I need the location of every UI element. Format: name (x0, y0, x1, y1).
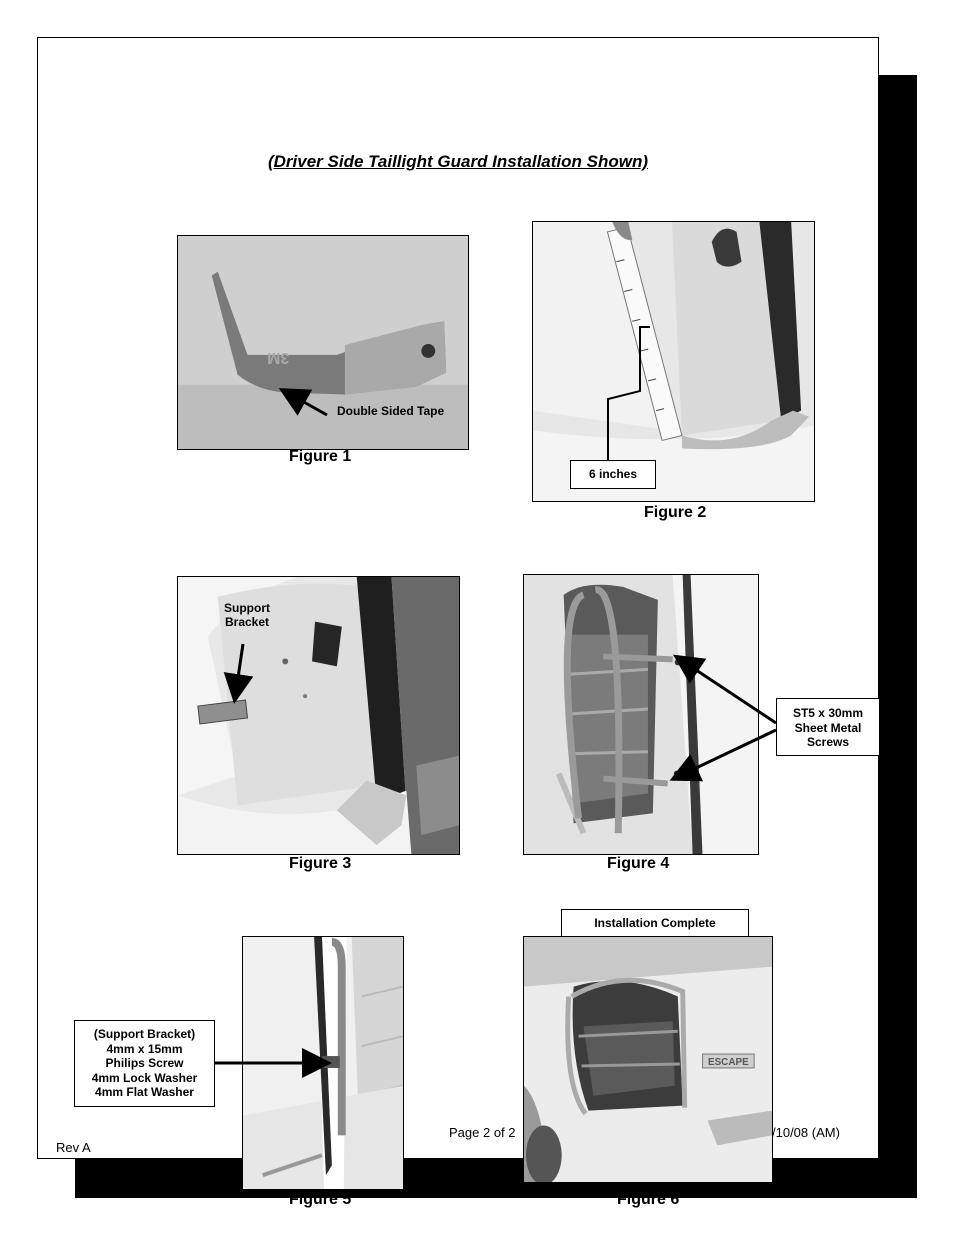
figure-3-callout-line-1: Support (224, 601, 270, 615)
figure-6-photo (523, 936, 773, 1183)
figure-4-callout-line-2: Sheet Metal (794, 720, 862, 735)
figure-5-callout-line-2: 4mm x 15mm (106, 1041, 183, 1056)
figure-5-callout-line-4: 4mm Lock Washer (91, 1070, 198, 1085)
figure-3-caption: Figure 3 (289, 855, 352, 872)
figure-2-caption: Figure 2 (644, 504, 707, 521)
figure-5-callout-line-5: 4mm Flat Washer (95, 1085, 194, 1099)
figure-5-callout-line-1: (Support Bracket) (93, 1027, 196, 1041)
figure-4-photo (523, 574, 759, 855)
figure-4-caption: Figure 4 (607, 855, 670, 872)
figure-3-callout-line-2: Bracket (224, 615, 270, 629)
revision-label: Rev A (56, 1140, 91, 1155)
tape-logo: 3M (267, 348, 290, 366)
vehicle-badge: ESCAPE (707, 1056, 749, 1068)
figure-4-callout (776, 698, 880, 756)
figure-6-callout: Installation Complete (561, 909, 749, 937)
figure-5-caption: Figure 5 (289, 1191, 352, 1208)
figure-5-callout-line-3: Philips Screw (105, 1056, 184, 1070)
figure-1-callout: Double Sided Tape (337, 404, 445, 418)
figure-5-callout (74, 1020, 215, 1107)
footer-date: /10/08 (AM) (772, 1125, 840, 1140)
figure-4-callout-line-3: Screws (806, 735, 850, 749)
figure-6-caption: Figure 6 (617, 1191, 680, 1208)
figure-3-callout (212, 601, 282, 629)
figure-2-callout: 6 inches (570, 460, 656, 489)
page-number: Page 2 of 2 (449, 1125, 516, 1140)
figure-1-caption: Figure 1 (289, 448, 352, 465)
figure-4-callout-line-1: ST5 x 30mm (792, 706, 864, 720)
figure-5-photo (242, 936, 404, 1190)
page-title: (Driver Side Taillight Guard Installation Shown) (267, 152, 649, 171)
